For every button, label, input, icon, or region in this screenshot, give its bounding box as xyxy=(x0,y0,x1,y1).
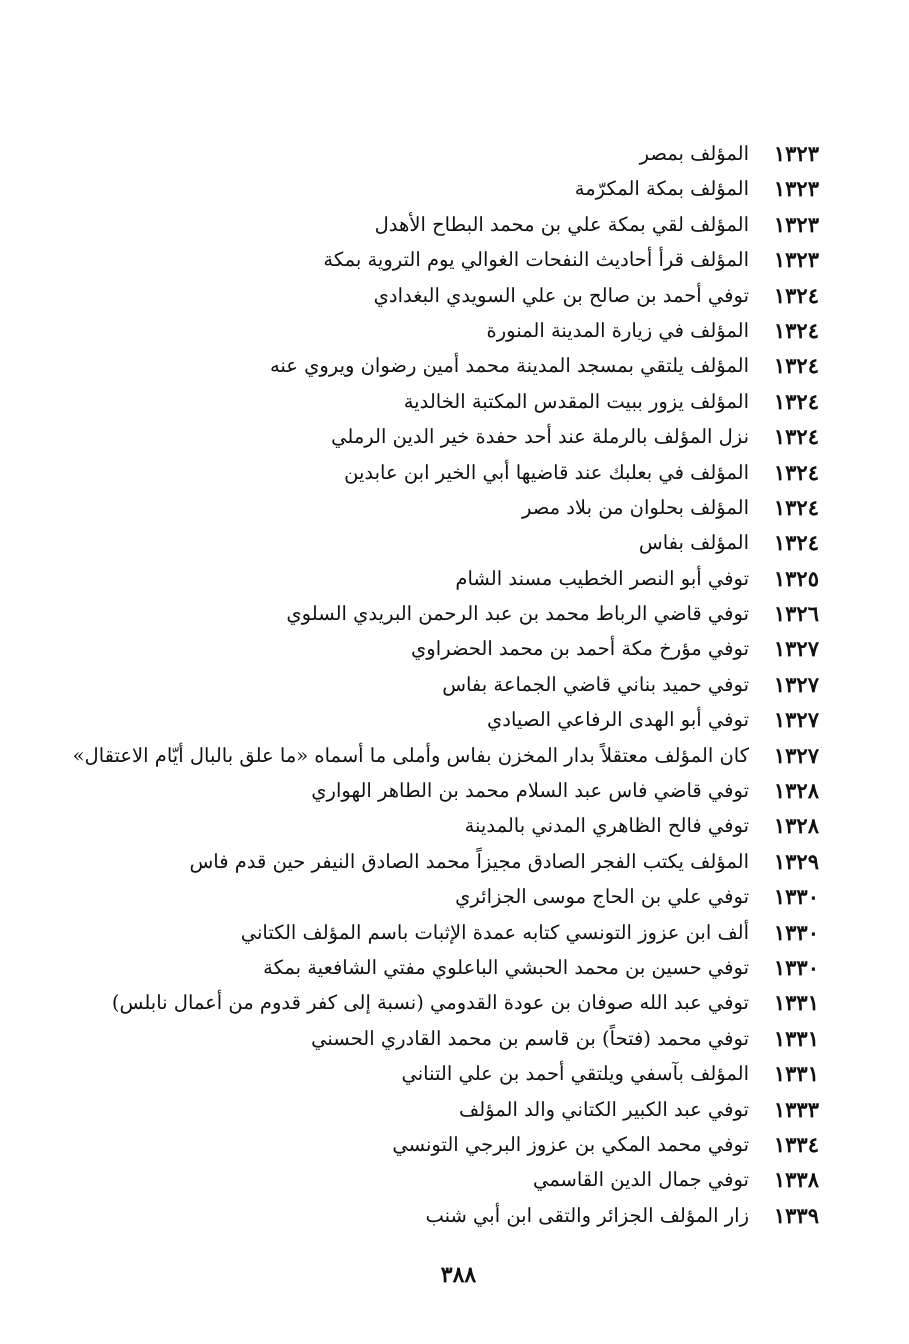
entry-text: المؤلف في زيارة المدينة المنورة xyxy=(486,318,749,342)
entry-year: ١٣٣١ xyxy=(773,1025,819,1051)
entry-year: ١٣٢٥ xyxy=(773,565,819,591)
chronology-entry xyxy=(59,348,819,383)
entry-text: ألف ابن عزوز التونسي كتابه عمدة الإثبات باسم المؤلف الكتاني xyxy=(240,920,749,944)
entry-year: ١٣٢٤ xyxy=(773,282,819,308)
entry-text: المؤلف بفاس xyxy=(638,531,749,555)
chronology-entry xyxy=(59,773,819,808)
entry-year: ١٣٣٠ xyxy=(773,919,819,945)
chronology-entry xyxy=(59,1198,819,1233)
entry-text: توفي مؤرخ مكة أحمد بن محمد الحضراوي xyxy=(411,637,749,661)
entry-year: ١٣٢٣ xyxy=(773,211,819,237)
entry-text: المؤلف قرأ أحاديث النفحات الغوالي يوم التروية بمكة xyxy=(323,248,749,272)
chronology-list xyxy=(59,136,819,1233)
chronology-entry xyxy=(59,525,819,560)
chronology-entry xyxy=(59,1056,819,1091)
entry-year: ١٣٢٧ xyxy=(773,742,819,768)
chronology-entry xyxy=(59,313,819,348)
chronology-entry xyxy=(59,702,819,737)
entry-text: توفي حسين بن محمد الحبشي الباعلوي مفتي الشافعية بمكة xyxy=(263,955,749,979)
entry-year: ١٣٢٦ xyxy=(773,601,819,627)
entry-year: ١٣٢٨ xyxy=(773,778,819,804)
entry-text: توفي محمد (فتحاً) بن قاسم بن محمد القادري الحسني xyxy=(311,1026,749,1050)
chronology-entry xyxy=(59,384,819,419)
chronology-entry xyxy=(59,596,819,631)
chronology-entry xyxy=(59,1021,819,1056)
chronology-entry xyxy=(59,808,819,843)
entry-year: ١٣٢٩ xyxy=(773,848,819,874)
entry-year: ١٣٢٣ xyxy=(773,247,819,273)
chronology-entry xyxy=(59,631,819,666)
entry-year: ١٣٣٩ xyxy=(773,1202,819,1228)
entry-year: ١٣٢٧ xyxy=(773,636,819,662)
chronology-entry xyxy=(59,171,819,206)
chronology-entry xyxy=(59,667,819,702)
entry-text: كان المؤلف معتقلاً بدار المخزن بفاس وأملى ما أسماه «ما علق بالبال أيّام الاعتقال» xyxy=(72,743,749,767)
entry-text: زار المؤلف الجزائر والتقى ابن أبي شنب xyxy=(425,1203,749,1227)
entry-text: توفي عبد الكبير الكتاني والد المؤلف xyxy=(459,1097,749,1121)
entry-year: ١٣٢٣ xyxy=(773,176,819,202)
page-number: ٣٨٨ xyxy=(440,1262,477,1288)
entry-text: توفي فالح الظاهري المدني بالمدينة xyxy=(464,814,749,838)
entry-text: توفي عبد الله صوفان بن عودة القدومي (نسبة إلى كفر قدوم من أعمال نابلس) xyxy=(111,991,749,1015)
entry-year: ١٣٢٧ xyxy=(773,707,819,733)
entry-text: المؤلف يلتقي بمسجد المدينة محمد أمين رضوان ويروي عنه xyxy=(269,354,749,378)
entry-year: ١٣٢٤ xyxy=(773,494,819,520)
entry-year: ١٣٢٤ xyxy=(773,388,819,414)
entry-text: توفي أحمد بن صالح بن علي السويدي البغدادي xyxy=(373,283,749,307)
entry-text: توفي أبو الهدى الرفاعي الصيادي xyxy=(487,708,749,732)
chronology-entry xyxy=(59,242,819,277)
entry-year: ١٣٢٤ xyxy=(773,317,819,343)
entry-text: المؤلف بآسفي ويلتقي أحمد بن علي التناني xyxy=(401,1062,749,1086)
entry-year: ١٣٣٨ xyxy=(773,1167,819,1193)
chronology-entry xyxy=(59,1162,819,1197)
entry-year: ١٣٣٤ xyxy=(773,1131,819,1157)
entry-year: ١٣٣٣ xyxy=(773,1096,819,1122)
entry-year: ١٣٢٧ xyxy=(773,671,819,697)
entry-year: ١٣٣٠ xyxy=(773,884,819,910)
chronology-entry xyxy=(59,1127,819,1162)
entry-text: المؤلف يكتب الفجر الصادق مجيزاً محمد الصادق النيفر حين قدم فاس xyxy=(189,849,749,873)
chronology-entry xyxy=(59,950,819,985)
entry-year: ١٣٢٤ xyxy=(773,530,819,556)
entry-text: توفي جمال الدين القاسمي xyxy=(532,1168,749,1192)
chronology-entry xyxy=(59,136,819,171)
entry-text: توفي أبو النصر الخطيب مسند الشام xyxy=(455,566,749,590)
chronology-entry xyxy=(59,419,819,454)
chronology-entry xyxy=(59,278,819,313)
chronology-entry xyxy=(59,985,819,1020)
entry-text: المؤلف يزور ببيت المقدس المكتبة الخالدية xyxy=(403,389,749,413)
entry-year: ١٣٢٤ xyxy=(773,459,819,485)
entry-year: ١٣٢٣ xyxy=(773,141,819,166)
entry-year: ١٣٣١ xyxy=(773,990,819,1016)
chronology-entry xyxy=(59,490,819,525)
entry-year: ١٣٢٤ xyxy=(773,424,819,450)
chronology-entry xyxy=(59,879,819,914)
chronology-entry xyxy=(59,207,819,242)
entry-text: توفي محمد المكي بن عزوز البرجي التونسي xyxy=(392,1132,749,1156)
entry-text: المؤلف بحلوان من بلاد مصر xyxy=(521,495,749,519)
entry-year: ١٣٢٨ xyxy=(773,813,819,839)
chronology-entry xyxy=(59,455,819,490)
entry-text: المؤلف لقي بمكة علي بن محمد البطاح الأهدل xyxy=(374,212,749,236)
entry-text: توفي قاضي فاس عبد السلام محمد بن الطاهر الهواري xyxy=(311,779,749,803)
entry-text: المؤلف بمصر xyxy=(639,142,749,165)
entry-text: المؤلف في بعلبك عند قاضيها أبي الخير ابن عابدين xyxy=(344,460,749,484)
chronology-entry xyxy=(59,738,819,773)
entry-text: توفي حميد بناني قاضي الجماعة بفاس xyxy=(442,672,749,696)
chronology-entry xyxy=(59,561,819,596)
entry-text: المؤلف بمكة المكرّمة xyxy=(574,177,749,201)
chronology-entry xyxy=(59,915,819,950)
entry-text: توفي علي بن الحاج موسى الجزائري xyxy=(455,885,749,909)
entry-year: ١٣٣٠ xyxy=(773,954,819,980)
entry-year: ١٣٢٤ xyxy=(773,353,819,379)
entry-year: ١٣٣١ xyxy=(773,1061,819,1087)
entry-text: توفي قاضي الرباط محمد بن عبد الرحمن البريدي السلوي xyxy=(286,602,749,626)
chronology-entry xyxy=(59,844,819,879)
entry-text: نزل المؤلف بالرملة عند أحد حفدة خير الدين الرملي xyxy=(331,425,749,449)
chronology-entry xyxy=(59,1092,819,1127)
